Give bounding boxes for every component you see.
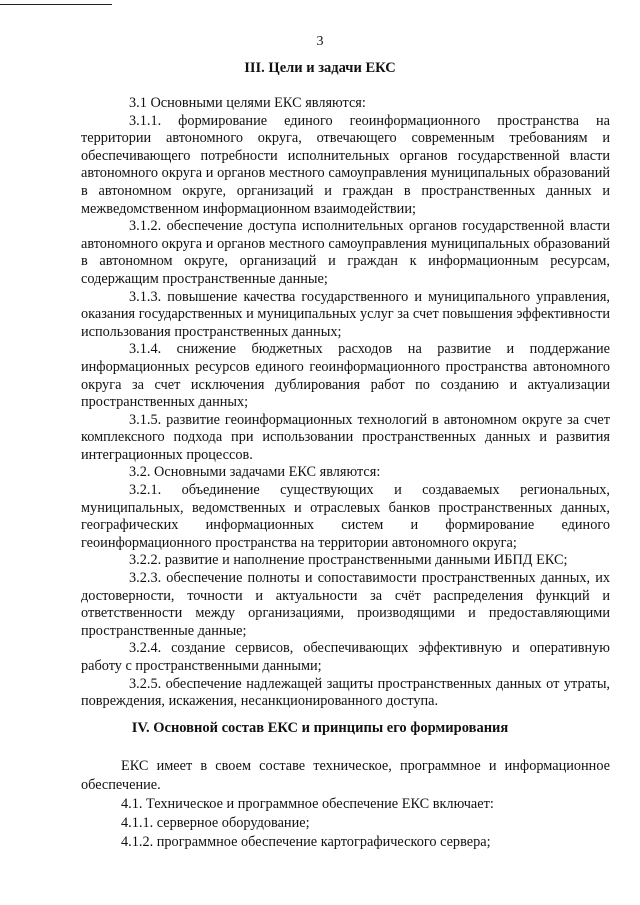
paragraph: 3.1 Основными целями ЕКС являются: <box>129 95 366 111</box>
paragraph: 4.1.1. серверное оборудование; <box>121 815 310 831</box>
paragraph: 3.1.3. повышение качества государственного и муниципального управления, оказания государственных и муниципальных услуг за счет повышения эффективности использования пространственных данных; <box>81 288 610 340</box>
section-3-title: III. Цели и задачи ЕКС <box>244 60 396 76</box>
paragraph: 3.2.2. развитие и наполнение пространственными данными ИБПД ЕКС; <box>129 552 568 569</box>
paragraph: 4.1. Техническое и программное обеспечение ЕКС включает: <box>121 796 494 812</box>
paragraph: 3.2.3. обеспечение полноты и сопоставимости пространственных данных, их достоверности, точности и актуальности за счёт распределения функций и ответственности между организациями, производящими и предоставляющими пространственные данные; <box>81 570 610 639</box>
section-4-title: IV. Основной состав ЕКС и принципы его формирования <box>131 720 509 736</box>
header-rule <box>0 4 112 5</box>
paragraph: 3.1.1. формирование единого геоинформационного пространства на территории автономного округа, отвечающего современным требованиям и обеспечивающего потребности исполнительных органов государственной власти автономного округа и органов местного самоуправления муниципальных образований в автономном округе, организаций и граждан в пространственных данных и межведомственном информационном взаимодействии; <box>81 112 610 217</box>
paragraph: ЕКС имеет в своем составе техническое, программное и информационное обеспечение. <box>81 758 610 793</box>
paragraph: 4.1.2. программное обеспечение картографического сервера; <box>121 834 491 850</box>
section-3-body <box>81 95 610 711</box>
paragraph: 3.1.5. развитие геоинформационных технологий в автономном округе за счет комплексного подхода при использовании пространственных данных и развития интеграционных процессов. <box>81 411 610 463</box>
section-4-body <box>81 757 610 852</box>
paragraph: 3.1.2. обеспечение доступа исполнительных органов государственной власти автономного округа и органов местного самоуправления муниципальных образований в автономном округе, организаций и граждан к информационным ресурсам, содержащим пространственные данные; <box>81 218 610 287</box>
paragraph: 3.2.1. объединение существующих и создаваемых региональных, муниципальных, ведомственных и отраслевых банков пространственных данных, географических информационных систем и формирование единого геоинформационного пространства на территории автономного округа; <box>81 482 610 551</box>
paragraph: 3.2. Основными задачами ЕКС являются: <box>129 464 381 481</box>
paragraph: 3.1.4. снижение бюджетных расходов на развитие и поддержание информационных ресурсов единого геоинформационного пространства автономного округа за счет исключения дублирования работ по созданию и актуализации пространственных данных; <box>81 341 610 411</box>
paragraph: 3.2.5. обеспечение надлежащей защиты пространственных данных от утраты, повреждения, искажения, несанкционированного доступа. <box>81 675 610 710</box>
paragraph: 3.2.4. создание сервисов, обеспечивающих эффективную и оперативную работу с пространственными данными; <box>81 640 610 674</box>
page-number: 3 <box>316 34 324 49</box>
